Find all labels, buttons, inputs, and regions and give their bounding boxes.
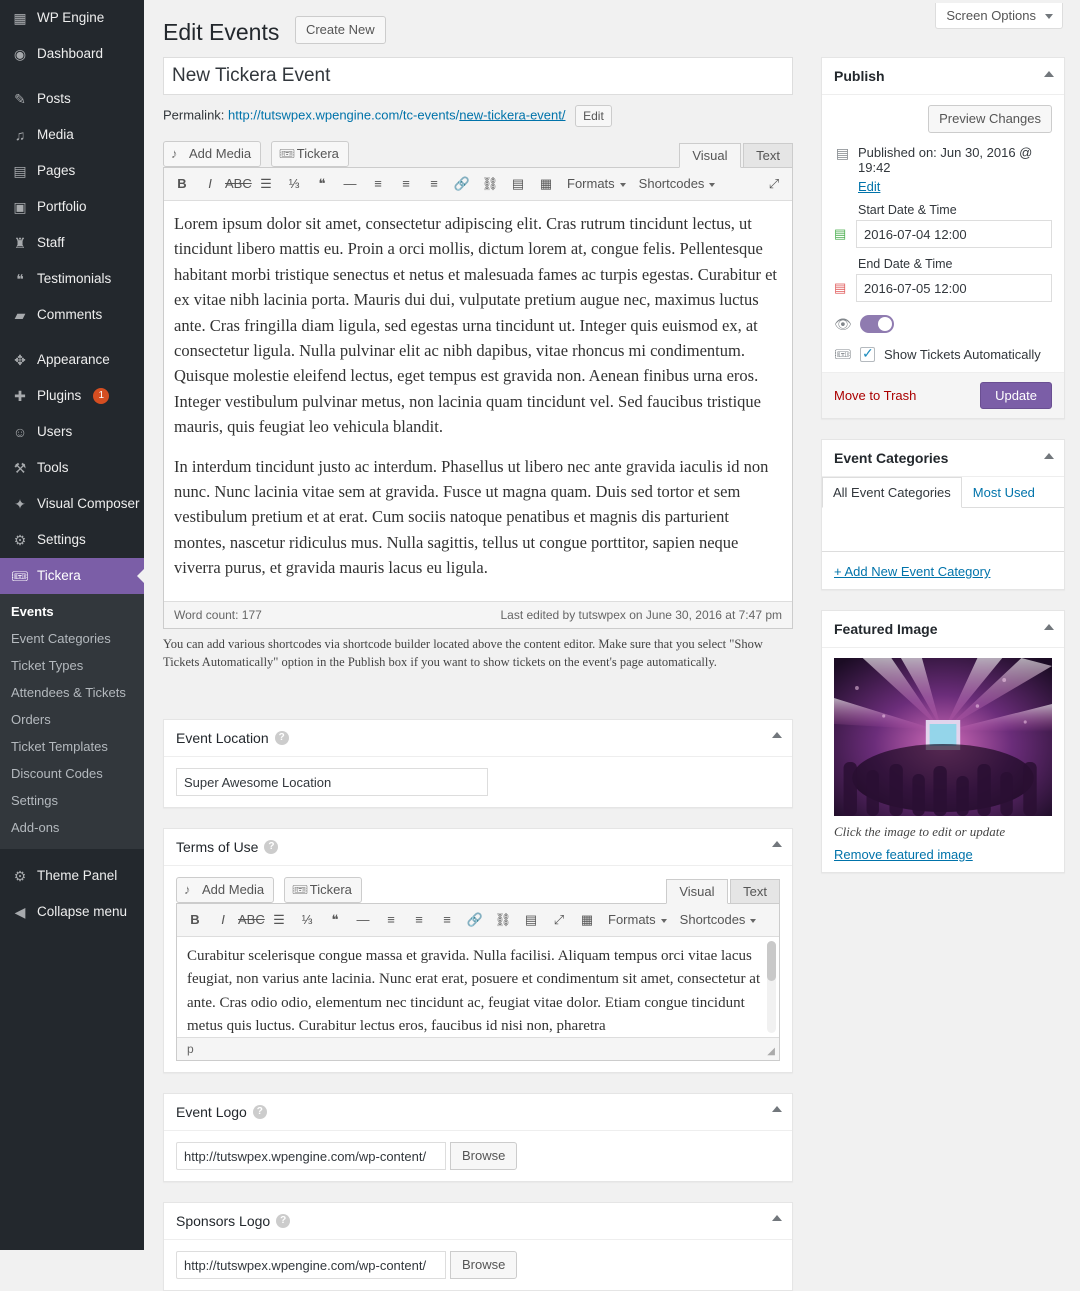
formats-dropdown[interactable]: Formats	[561, 172, 631, 196]
resize-handle[interactable]: ◢	[767, 1046, 775, 1058]
sidebar-divider	[0, 849, 144, 858]
chevron-up-icon[interactable]	[1044, 624, 1054, 630]
visual-composer-icon: ✦	[14, 496, 26, 512]
sidebar-item-label: Plugins	[37, 387, 82, 403]
link-icon[interactable]: 🔗	[453, 176, 471, 191]
sidebar-item-appearance[interactable]	[0, 342, 144, 378]
settings-gear-icon: ⚙	[13, 532, 27, 548]
bullet-list-icon[interactable]: ☰	[260, 176, 272, 191]
chevron-up-icon[interactable]	[772, 841, 782, 847]
align-center-icon[interactable]: ≡	[415, 912, 423, 928]
sidebar-item-label: Testimonials	[37, 270, 112, 286]
bold-icon[interactable]: B	[190, 912, 200, 928]
event-categories-list[interactable]	[822, 508, 1064, 552]
featured-image-body	[822, 648, 1064, 872]
terms-of-use-title: Terms of Use	[176, 839, 259, 856]
wpengine-icon: ▦	[13, 10, 27, 26]
horizontal-rule-icon[interactable]: —	[356, 912, 370, 928]
align-left-icon[interactable]: ≡	[387, 912, 395, 928]
staff-icon: ♜	[13, 235, 27, 251]
edit-published-date-link[interactable]: Edit	[858, 179, 881, 194]
sidebar-item-label: Posts	[37, 90, 71, 106]
event-categories-title: Event Categories	[834, 450, 949, 466]
sidebar-item-theme-panel[interactable]	[0, 858, 144, 894]
sidebar-item-label: Theme Panel	[37, 867, 118, 883]
terms-shortcodes-dropdown[interactable]: Shortcodes	[674, 908, 762, 932]
featured-image-caption: Click the image to edit or update	[834, 824, 1006, 839]
ticket-icon: 🎟	[11, 568, 29, 584]
sidebar-item-plugins[interactable]	[0, 378, 144, 414]
sidebar-item-label: Tickera	[37, 567, 81, 583]
bold-icon[interactable]: B	[177, 176, 187, 191]
end-date-label: End Date & Time	[858, 257, 953, 271]
sidebar-item-pages[interactable]	[0, 153, 144, 189]
tab-text[interactable]: Text	[743, 143, 793, 167]
dashboard-icon: ◉	[13, 46, 27, 62]
horizontal-rule-icon[interactable]: —	[343, 176, 357, 191]
editor-paragraph-1: Lorem ipsum dolor sit amet, consectetur adipiscing elit. Cras rutrum tincidunt lectus, ut tincidunt libero mattis eu. Proin a orci mollis, dictum lorem at, congue felis. Pellentesque habitant morbi tristique senectus et netus et malesuada fames ac turpis egestas. Curabitur et ex vitae nibh lacinia porta. Mauris dui dui, vulputate pretium augue nec, maximus luctus ante. Cras fringilla diam ligula, sed egestas urna tincidunt ut. Integer quis euismod ex, at consectetur ligula. Nulla pulvinar elit ac nibh dapibus, vitae rhoncus mi condimentum. Quisque molestie eleifend lectus, eget tempus est gravida non. Aenean finibus urna eros. Integer vestibulum pulvinar metus, non lacinia quam tincidunt vel. Sed faucibus tristique mauris, quis feugiat leo vehicula blandit.	[174, 214, 777, 437]
portfolio-icon: ▣	[13, 199, 27, 215]
help-icon[interactable]: ?	[264, 840, 278, 854]
submenu-item-add-ons[interactable]: Add-ons	[11, 820, 60, 835]
event-location-title: Event Location	[176, 730, 269, 747]
sidebar-item-tickera[interactable]	[0, 558, 144, 594]
sponsors-logo-input[interactable]	[176, 1251, 446, 1279]
tab-most-used[interactable]: Most Used	[972, 485, 1035, 500]
sidebar-item-label: Settings	[37, 531, 86, 547]
chevron-down-icon	[1045, 14, 1053, 19]
theme-panel-icon: ⚙	[13, 868, 27, 884]
terms-add-media-label: Add Media	[202, 882, 265, 898]
event-logo-metabox	[163, 1093, 793, 1182]
sponsors-logo-header[interactable]	[164, 1203, 792, 1240]
ticket-icon: 🎟	[291, 882, 309, 898]
read-more-icon[interactable]: ▤	[511, 176, 525, 191]
sponsors-logo-body	[164, 1240, 792, 1290]
submenu-item-orders[interactable]: Orders	[11, 712, 51, 727]
pin-icon: ✎	[14, 91, 26, 107]
sidebar-item-wp-engine[interactable]	[0, 0, 144, 36]
create-new-button[interactable]: Create New	[295, 16, 386, 44]
strikethrough-icon[interactable]: ABC	[225, 176, 252, 191]
sidebar-item-label: WP Engine	[37, 9, 105, 25]
plugins-update-badge: 1	[93, 388, 109, 404]
tickera-submenu	[0, 594, 144, 849]
sponsors-logo-browse-button[interactable]: Browse	[450, 1251, 517, 1279]
terms-paragraph: Curabitur scelerisque congue massa et gravida. Nulla facilisi. Aliquam tempus orci vitae lacus feugiat, non varius ante lacinia. Nunc erat erat, posuere et condimentum sit amet, consectetur at ante. Cras odio odio, elementum nec tincidunt ac, feugiat vitae dolor. Etiam congue tincidunt metus quis luctus. Curabitur lectus eros, faucibus id nisi non, pharetra	[187, 948, 761, 1034]
sidebar-item-users[interactable]	[0, 414, 144, 450]
editor-paragraph-2: In interdum tincidunt justo ac interdum. Phasellus ut libero nec ante gravida iaculis id non nunc. Nunc lacinia vitae sem at gravida. Fusce ut magna quam. Duis sed tortor et sem vestibulum pretium et at erat. Cum sociis natoque penatibus et magnis dis parturient montes, nascetur ridiculus mus. Nulla sagittis, tellus ut congue porttitor, sapien neque viverra purus, et gravida mauris lacus eu ligula.	[174, 456, 769, 578]
chevron-up-icon[interactable]	[772, 1215, 782, 1221]
featured-image-box	[821, 610, 1065, 873]
sidebar-divider	[0, 333, 144, 342]
shortcodes-dropdown[interactable]: Shortcodes	[633, 172, 721, 196]
chevron-up-icon[interactable]	[772, 732, 782, 738]
show-tickets-row	[834, 346, 1052, 362]
ticket-icon: 🎟	[834, 346, 852, 362]
end-date-row	[834, 274, 1052, 302]
toolbar-toggle-icon[interactable]: ▦	[580, 912, 594, 928]
preview-changes-button[interactable]: Preview Changes	[928, 105, 1052, 133]
italic-icon[interactable]: I	[208, 176, 212, 191]
add-new-event-category-link[interactable]: + Add New Event Category	[834, 564, 991, 579]
align-center-icon[interactable]: ≡	[402, 176, 410, 191]
read-more-icon[interactable]: ▤	[524, 912, 538, 928]
terms-editor-content[interactable]	[177, 937, 779, 1037]
tab-all-event-categories[interactable]: All Event Categories	[822, 477, 962, 508]
sidebar-divider	[0, 72, 144, 81]
publish-box	[821, 57, 1065, 419]
submenu-item-event-categories[interactable]: Event Categories	[11, 631, 111, 646]
add-media-icon: ♪	[184, 882, 191, 898]
admin-sidebar	[0, 0, 144, 1250]
media-icon: ♫	[14, 127, 26, 143]
submenu-item-settings[interactable]: Settings	[11, 793, 58, 808]
visibility-toggle-row	[834, 315, 1052, 333]
event-logo-input[interactable]	[176, 1142, 446, 1170]
main-content	[144, 0, 1080, 1273]
event-logo-body	[164, 1131, 792, 1181]
tickera-shortcode-button[interactable]	[271, 141, 349, 167]
terms-of-use-metabox	[163, 828, 793, 1073]
bullet-list-icon[interactable]: ☰	[273, 912, 285, 928]
italic-icon[interactable]: I	[221, 912, 225, 928]
sidebar-item-label: Visual Composer	[37, 495, 140, 511]
sidebar-item-label: Comments	[37, 306, 103, 322]
terms-element-path: p	[187, 1042, 194, 1057]
sidebar-item-dashboard[interactable]	[0, 36, 144, 72]
event-location-body	[164, 757, 792, 807]
published-on-text: Published on: Jun 30, 2016 @ 19:42	[858, 145, 1033, 175]
last-edited: Last edited by tutswpex on June 30, 2016 at 7:47 pm	[500, 607, 782, 622]
terms-editor-mode-tabs	[667, 879, 780, 904]
sidebar-item-label: Portfolio	[37, 198, 87, 214]
plugins-icon: ✚	[14, 388, 26, 404]
sponsors-logo-metabox	[163, 1202, 793, 1291]
appearance-icon: ✥	[14, 352, 26, 368]
move-to-trash-link[interactable]: Move to Trash	[834, 388, 917, 403]
add-media-label: Add Media	[189, 146, 252, 161]
event-location-header[interactable]	[164, 720, 792, 757]
edit-permalink-button[interactable]: Edit	[575, 105, 612, 127]
help-icon[interactable]: ?	[276, 1214, 290, 1228]
add-media-icon: ♪	[171, 146, 178, 161]
event-categories-tabs	[822, 477, 1064, 508]
unlink-icon[interactable]: ⛓	[481, 176, 499, 191]
editor-mode-tabs	[680, 143, 793, 168]
sidebar-item-testimonials[interactable]	[0, 261, 144, 297]
word-count: Word count: 177	[174, 607, 262, 622]
sidebar-item-tools[interactable]	[0, 450, 144, 486]
users-icon: ☺	[12, 424, 28, 440]
start-date-label: Start Date & Time	[858, 203, 957, 217]
terms-tab-text[interactable]: Text	[730, 879, 780, 903]
event-logo-header[interactable]	[164, 1094, 792, 1131]
event-location-input[interactable]	[176, 768, 488, 796]
chevron-up-icon[interactable]	[1044, 71, 1054, 77]
sidebar-item-portfolio[interactable]	[0, 189, 144, 225]
sidebar-item-label: Appearance	[37, 351, 110, 367]
end-date-input[interactable]	[856, 274, 1052, 302]
sidebar-item-collapse-menu[interactable]	[0, 894, 144, 930]
tickera-button-label: Tickera	[296, 146, 339, 161]
sidebar-item-media[interactable]	[0, 117, 144, 153]
toolbar-toggle-icon[interactable]: ▦	[539, 176, 553, 191]
fullscreen-icon[interactable]: ⤢	[553, 912, 565, 928]
publish-body	[822, 95, 1064, 372]
calendar-icon: ▤	[835, 145, 850, 161]
publish-header[interactable]	[822, 58, 1064, 95]
permalink-link[interactable]	[228, 107, 565, 122]
terms-path-bar	[177, 1037, 779, 1060]
sidebar-item-settings[interactable]	[0, 522, 144, 558]
numbered-list-icon[interactable]: ⅓	[301, 912, 313, 928]
comment-icon: ▰	[14, 307, 26, 323]
strikethrough-icon[interactable]: ABC	[238, 912, 265, 928]
editor-column	[163, 57, 793, 1291]
blockquote-icon[interactable]: ❝	[331, 912, 339, 928]
terms-of-use-header[interactable]	[164, 829, 792, 866]
submenu-item-attendees-tickets[interactable]: Attendees & Tickets	[11, 685, 126, 700]
sidebar-item-label: Media	[37, 126, 74, 142]
terms-add-media-button[interactable]	[176, 877, 274, 903]
editor-media-bar	[163, 141, 793, 167]
start-date-row	[834, 220, 1052, 248]
submenu-item-ticket-templates[interactable]: Ticket Templates	[11, 739, 108, 754]
event-categories-box	[821, 439, 1065, 590]
sidebar-item-label: Tools	[37, 459, 69, 475]
page-title: Edit Events	[163, 18, 280, 45]
editor-statusbar	[164, 601, 792, 628]
sidebar-item-label: Dashboard	[37, 45, 104, 61]
featured-image-thumbnail[interactable]	[834, 658, 1052, 816]
event-categories-header[interactable]	[822, 440, 1064, 477]
tab-visual[interactable]: Visual	[679, 143, 740, 168]
sponsors-logo-title: Sponsors Logo	[176, 1213, 271, 1230]
sidebar-column	[821, 57, 1065, 893]
terms-tickera-button[interactable]	[284, 877, 362, 903]
remove-featured-image-link[interactable]: Remove featured image	[834, 847, 973, 862]
ticket-icon: 🎟	[278, 146, 296, 161]
event-location-metabox	[163, 719, 793, 808]
screen-options-label: Screen Options	[946, 8, 1036, 23]
visibility-toggle[interactable]	[860, 315, 894, 333]
start-date-input[interactable]	[856, 220, 1052, 248]
permalink-slug: new-tickera-event/	[459, 107, 566, 123]
permalink-row	[163, 105, 793, 127]
show-tickets-checkbox[interactable]	[860, 347, 875, 362]
page-header	[163, 18, 386, 46]
featured-image-title: Featured Image	[834, 621, 938, 637]
terms-of-use-body	[164, 866, 792, 1072]
sidebar-item-comments[interactable]	[0, 297, 144, 333]
eye-icon: 👁	[834, 316, 852, 332]
terms-tickera-label: Tickera	[309, 882, 352, 898]
publish-footer	[822, 372, 1064, 418]
fullscreen-icon[interactable]: ⤢	[768, 176, 780, 191]
align-left-icon[interactable]: ≡	[374, 176, 382, 191]
help-icon[interactable]: ?	[253, 1105, 267, 1119]
sidebar-item-label: Users	[37, 423, 73, 439]
screen-options-toggle[interactable]	[935, 3, 1063, 29]
permalink-label: Permalink:	[163, 107, 225, 123]
align-right-icon[interactable]: ≡	[430, 176, 438, 191]
submenu-item-ticket-types[interactable]: Ticket Types	[11, 658, 84, 673]
event-categories-body	[822, 477, 1064, 589]
numbered-list-icon[interactable]: ⅓	[288, 176, 300, 191]
chevron-up-icon[interactable]	[1044, 453, 1054, 459]
event-title-input[interactable]	[163, 57, 793, 95]
terms-media-bar	[176, 877, 780, 903]
calendar-icon: ▤	[834, 280, 847, 295]
sidebar-item-staff[interactable]	[0, 225, 144, 261]
collapse-icon: ◀	[14, 904, 26, 920]
editor-content[interactable]	[164, 201, 792, 601]
event-logo-title: Event Logo	[176, 1104, 247, 1121]
sidebar-item-label: Collapse menu	[37, 903, 128, 919]
align-right-icon[interactable]: ≡	[443, 912, 451, 928]
calendar-icon: ▤	[834, 226, 847, 241]
sidebar-item-label: Pages	[37, 162, 76, 178]
main-editor	[163, 167, 793, 629]
tools-icon: ⚒	[13, 460, 27, 476]
chevron-up-icon[interactable]	[772, 1106, 782, 1112]
submenu-item-discount-codes[interactable]: Discount Codes	[11, 766, 103, 781]
permalink-base: http://tutswpex.wpengine.com/tc-events/	[228, 107, 460, 123]
link-icon[interactable]: 🔗	[466, 912, 484, 928]
toggle-knob	[878, 317, 892, 331]
terms-formats-dropdown[interactable]: Formats	[602, 908, 672, 932]
terms-tab-visual[interactable]: Visual	[666, 879, 727, 904]
terms-scrollbar-thumb[interactable]	[767, 941, 776, 981]
terms-editor	[176, 903, 780, 1061]
quote-icon: ❝	[16, 271, 24, 287]
update-button[interactable]: Update	[980, 382, 1052, 409]
editor-help-note: You can add various shortcodes via shortcode builder located above the content editor. Make sure that you select "Show Tickets Automatically" option in the Publish box if you want to show tickets on the event's page automatically.	[163, 636, 763, 670]
editor-toolbar	[164, 168, 792, 201]
blockquote-icon[interactable]: ❝	[318, 176, 326, 191]
featured-image-header[interactable]	[822, 611, 1064, 648]
event-logo-browse-button[interactable]: Browse	[450, 1142, 517, 1170]
show-tickets-label: Show Tickets Automatically	[884, 346, 1041, 362]
published-on-row	[834, 145, 1052, 175]
help-icon[interactable]: ?	[275, 731, 289, 745]
add-media-button[interactable]	[163, 141, 261, 167]
page-icon: ▤	[13, 163, 27, 179]
sidebar-item-posts[interactable]	[0, 81, 144, 117]
publish-title: Publish	[834, 68, 885, 84]
terms-editor-toolbar	[177, 904, 779, 937]
sidebar-item-label: Staff	[37, 234, 65, 250]
unlink-icon[interactable]: ⛓	[494, 912, 512, 928]
sidebar-item-visual-composer[interactable]	[0, 486, 144, 522]
submenu-item-events[interactable]: Events	[11, 604, 54, 619]
